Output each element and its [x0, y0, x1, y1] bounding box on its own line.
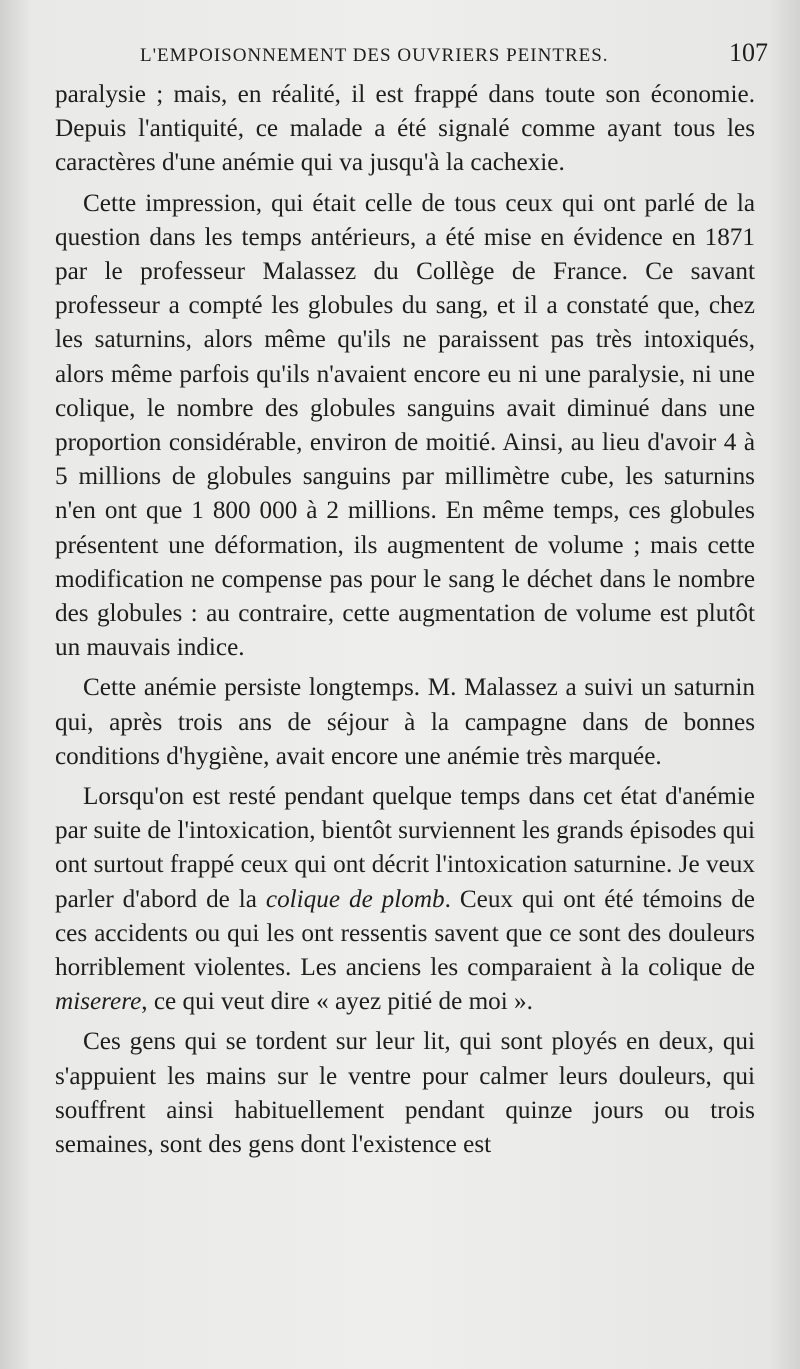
page-number: 107	[729, 38, 768, 67]
italic-miserere: miserere	[55, 988, 142, 1016]
paragraph-4	[55, 780, 755, 1019]
paragraph-4-text-before: Lorsqu'on est resté pendant quelque temps dans cet état d'anémie par suite de l'intoxication, bientôt surviennent les grands épisodes qui ont surtout frappé ceux qui ont décrit l'intoxication saturnine. Je veux parler d'abord de la	[55, 783, 755, 913]
paragraph-1: paralysie ; mais, en réalité, il est frappé dans toute son économie. Depuis l'antiquité, ce malade a été signalé comme ayant tous les caractères d'une anémie qui va jusqu'à la cachexie.	[55, 81, 755, 177]
paragraph-4-text-middle: . Ceux qui ont été témoins de ces accidents ou qui les ont ressentis savent que ce sont des douleurs horriblement violentes. Les anciens les comparaient à la colique de	[55, 885, 755, 982]
italic-colique-de-plomb: colique de plomb	[265, 885, 445, 913]
paragraph-5: Ces gens qui se tordent sur leur lit, qui sont ployés en deux, qui s'appuient les mains sur le ventre pour calmer leurs douleurs, qui souffrent ainsi habituellement pendant quinze jours ou trois semaines, sont des gens dont l'existence est	[55, 1028, 755, 1159]
page-header	[140, 38, 768, 78]
paragraph-4-text-after: , ce qui veut dire « ayez pitié de moi ».	[141, 988, 533, 1016]
body-text	[55, 78, 755, 1162]
paragraph-2: Cette impression, qui était celle de tous ceux qui ont parlé de la question dans les temps antérieurs, a été mise en évidence en 1871 par le professeur Malassez du Collège de France. Ce savant professeur a compté les globules du sang, et il a constaté que, chez les saturnins, alors même qu'ils ne paraissent pas très intoxiqués, alors même parfois qu'ils n'avaient encore eu ni une paralysie, ni une colique, le nombre des globules sanguins avait diminué dans une proportion considérable, environ de moitié. Ainsi, au lieu d'avoir 4 à 5 millions de globules sanguins par millimètre cube, les saturnins n'en ont que 1 800 000 à 2 millions. En même temps, ces globules présentent une déformation, ils augmentent de volume ; mais cette modification ne compense pas pour le sang le déchet dans le nombre des globules : au contraire, cette augmentation de volume est plutôt un mauvais indice.	[55, 189, 755, 662]
running-head: L'EMPOISONNEMENT DES OUVRIERS PEINTRES.	[140, 45, 609, 66]
paragraph-3: Cette anémie persiste longtemps. M. Malassez a suivi un saturnin qui, après trois ans de séjour à la campagne dans de bonnes conditions d'hygiène, avait encore une anémie très marquée.	[55, 674, 755, 770]
